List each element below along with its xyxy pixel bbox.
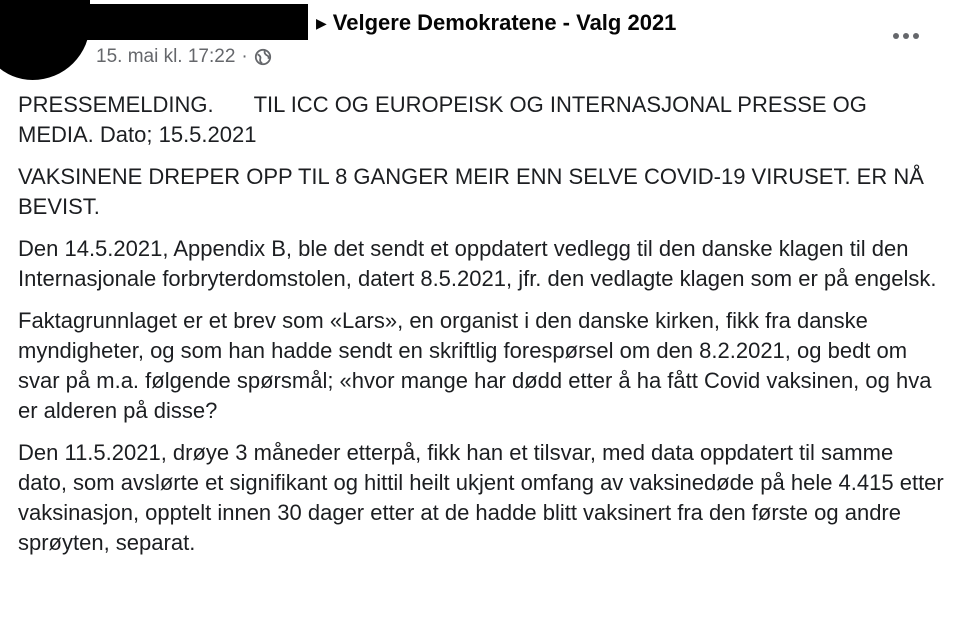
globe-icon[interactable]	[254, 48, 272, 66]
meta-separator: ·	[241, 46, 248, 67]
dot-icon	[913, 33, 919, 39]
paragraph-appendix: Den 14.5.2021, Appendix B, ble det sendt et oppdatert vedlegg til den danske klagen til den Internasjonale forbryterdomstolen, datert 8.5.2021, jfr. den vedlagte klagen som er på engelsk.	[18, 236, 937, 291]
post-header	[0, 0, 960, 80]
dot-icon	[903, 33, 909, 39]
dot-icon	[893, 33, 899, 39]
post-text	[18, 90, 948, 570]
paragraph-fact-basis: Faktagrunnlaget er et brev som «Lars», en organist i den danske kirken, fikk fra danske myndigheter, og som han hadde sendt en skriftlig forespørsel om den 8.2.2021, og bedt om svar på m.a. følgende spørsmål; «hvor mange har dødd etter å ha fått Covid vaksinen, og hva er alderen på disse?	[18, 308, 932, 423]
post-timestamp[interactable]: 15. mai kl. 17:22	[96, 46, 236, 67]
group-name: Velgere Demokratene - Valg 2021	[332, 10, 677, 35]
caret-right-icon: ▶	[316, 14, 327, 31]
paragraph-response: Den 11.5.2021, drøye 3 måneder etterpå, fikk han et tilsvar, med data oppdatert til samme dato, som avslørte et signifikant og hittil heilt ukjent omfang av vaksinedøde på hele 4.415 etter vaksinasjon, opptelt innen 30 dager etter at de hadde blitt vaksinert fra den første og andre sprøyten, separat.	[18, 440, 944, 555]
paragraph-press-release	[18, 90, 948, 150]
press-recipients: TIL ICC OG EUROPEISK OG INTERNASJONAL PRESSE OG MEDIA. Dato; 15.5.2021	[18, 92, 867, 147]
paragraph-headline: VAKSINENE DREPER OPP TIL 8 GANGER MEIR ENN SELVE COVID-19 VIRUSET. ER NÅ BEVIST.	[18, 164, 924, 219]
group-name-link[interactable]	[316, 10, 676, 36]
press-label: PRESSEMELDING.	[18, 92, 214, 117]
post-meta	[96, 46, 272, 68]
more-options-button[interactable]	[888, 24, 924, 48]
